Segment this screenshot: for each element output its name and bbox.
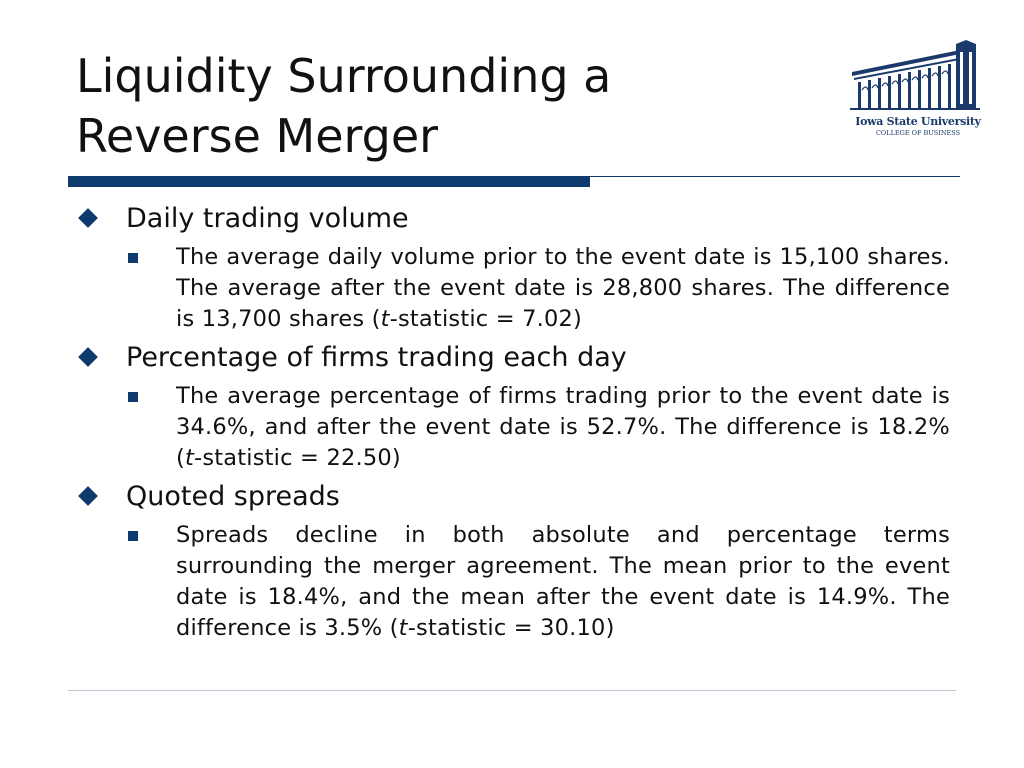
sub-bullet-text: [176, 381, 950, 474]
sub-bullet-text: [176, 242, 950, 335]
sub-bullet: [76, 381, 950, 474]
sub-bullet-text: [176, 520, 950, 644]
sub-bullet-text-pre: Spreads decline in both absolute and percentage terms surrounding the merger agreement. The mean prior to the event date is 18.4%, and the mean after the event date is 14.9%. The difference is 3.5% (: [176, 522, 950, 641]
bullet-heading-text: Percentage of firms trading each day: [126, 342, 627, 373]
t-symbol: t: [380, 306, 390, 332]
slide-title: [76, 46, 716, 166]
logo-university-name: Iowa State University: [855, 115, 981, 128]
bullet-heading-text: Daily trading volume: [126, 203, 409, 234]
square-bullet-icon: [128, 253, 138, 263]
title-underline-thick: [68, 176, 590, 187]
t-symbol: t: [184, 445, 195, 471]
sub-bullet-text-post: -statistic = 7.02): [389, 306, 582, 332]
t-symbol: t: [398, 615, 408, 641]
sub-bullet-text-pre: The average daily volume prior to the event date is 15,100 shares. The average after the event date is 28,800 shares. The difference is 13,700 shares (: [176, 244, 950, 332]
sub-bullet: [76, 242, 950, 335]
bullet-heading: [76, 200, 950, 238]
bullet-item: [76, 200, 950, 335]
footer-divider: [68, 690, 956, 691]
title-underline-thin: [590, 176, 960, 177]
sub-bullet-text-pre: The average percentage of firms trading prior to the event date is 34.6%, and after the event date is 52.7%. The difference is 18.2% (: [176, 383, 950, 471]
sub-bullet-text-post: -statistic = 22.50): [194, 445, 401, 471]
diamond-bullet-icon: [78, 486, 98, 506]
sub-bullet: [76, 520, 950, 644]
logo-college-name: COLLEGE OF BUSINESS: [875, 129, 961, 137]
campanile-building-icon: [850, 38, 986, 110]
slide-title-line-2: Reverse Merger: [76, 109, 439, 163]
diamond-bullet-icon: [78, 208, 98, 228]
bullet-heading-text: Quoted spreads: [126, 481, 340, 512]
square-bullet-icon: [128, 392, 138, 402]
bullet-item: [76, 478, 950, 644]
square-bullet-icon: [128, 531, 138, 541]
diamond-bullet-icon: [78, 347, 98, 367]
bullet-heading: [76, 478, 950, 516]
bullet-heading: [76, 339, 950, 377]
bullet-item: [76, 339, 950, 474]
university-logo: [850, 38, 990, 138]
slide-title-line-1: Liquidity Surrounding a: [76, 49, 612, 103]
bullet-list: [76, 200, 950, 648]
sub-bullet-text-post: -statistic = 30.10): [407, 615, 615, 641]
